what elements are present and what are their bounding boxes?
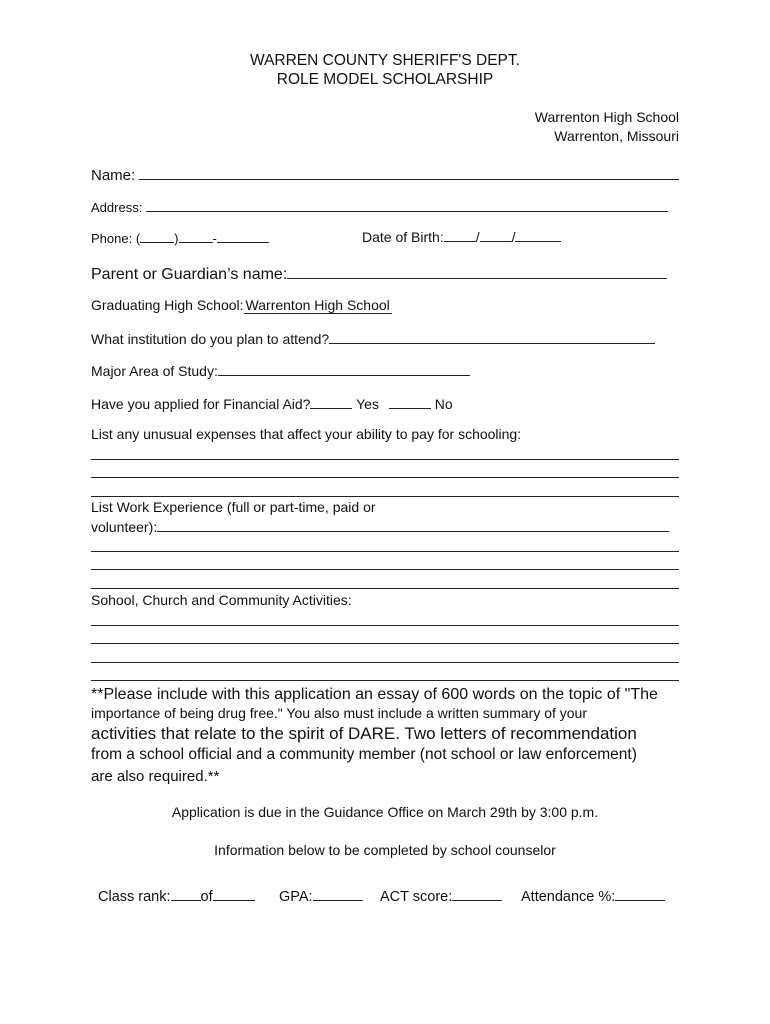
attendance-group: [521, 886, 665, 905]
work-label-line2: volunteer):: [91, 519, 158, 535]
phone-paren: ): [174, 231, 179, 246]
attendance-label: Attendance %:: [521, 889, 616, 905]
address-row: [91, 197, 668, 215]
essay-line-1: **Please include with this application an essay of 600 words on the topic of "The: [91, 686, 658, 703]
dob-sep-2: /: [511, 229, 516, 245]
address-label: Address:: [91, 200, 143, 215]
activities-label: Sohool, Church and Community Activities:: [91, 592, 352, 608]
gpa-label: GPA:: [279, 889, 313, 905]
activities-line[interactable]: [91, 680, 679, 681]
gpa-field[interactable]: [313, 886, 363, 901]
parent-label: Parent or Guardian’s name:: [91, 266, 288, 283]
gpa-group: [279, 886, 363, 905]
attendance-field[interactable]: [615, 886, 665, 901]
grad-school-label: Graduating High School:: [91, 297, 244, 313]
expenses-line[interactable]: [91, 459, 679, 460]
address-field[interactable]: [146, 197, 668, 212]
major-field[interactable]: [218, 361, 470, 376]
dob-sep-1: /: [475, 229, 480, 245]
due-date-note: Application is due in the Guidance Office on March 29th by 3:00 p.m.: [171, 804, 599, 820]
header-subtitle: ROLE MODEL SCHOLARSHIP: [276, 71, 494, 88]
dob-year-field[interactable]: [515, 227, 561, 242]
institution-field[interactable]: [329, 329, 655, 344]
act-label: ACT score:: [380, 889, 453, 905]
parent-field[interactable]: [287, 264, 667, 279]
expenses-line[interactable]: [91, 477, 679, 478]
work-field[interactable]: [157, 517, 669, 532]
grad-school-value[interactable]: Warrenton High School: [245, 297, 390, 313]
school-city: Warrenton, Missouri: [554, 128, 679, 144]
counselor-note: Information below to be completed by school counselor: [214, 842, 556, 858]
financial-aid-yes-label: Yes: [356, 396, 379, 412]
dob-day-field[interactable]: [480, 227, 512, 242]
dob-month-field[interactable]: [444, 227, 476, 242]
name-row: [91, 165, 679, 184]
work-line[interactable]: [91, 569, 679, 570]
phone-number-field[interactable]: [217, 228, 269, 243]
essay-line-2: importance of being drug free." You also must include a written summary of your: [91, 705, 588, 721]
grad-school-row: [91, 297, 392, 313]
essay-line-5: are also required.**: [91, 768, 220, 785]
parent-row: [91, 264, 667, 284]
expenses-label: List any unusual expenses that affect your ability to pay for schooling:: [91, 426, 522, 442]
phone-prefix-field[interactable]: [179, 228, 213, 243]
major-row: [91, 361, 470, 379]
phone-label: Phone: (: [91, 231, 141, 246]
institution-row: [91, 329, 655, 347]
phone-area-field[interactable]: [140, 228, 174, 243]
institution-label: What institution do you plan to attend?: [91, 331, 330, 347]
activities-line[interactable]: [91, 662, 679, 663]
expenses-line[interactable]: [91, 496, 679, 497]
class-rank-group: [98, 886, 255, 905]
name-label: Name:: [91, 167, 136, 184]
financial-aid-yes-field[interactable]: [310, 394, 352, 409]
name-field[interactable]: [139, 165, 679, 180]
dob-row: [362, 227, 561, 245]
financial-aid-no-label: No: [434, 396, 453, 412]
work-line[interactable]: [91, 588, 679, 589]
class-size-field[interactable]: [213, 886, 255, 901]
work-row: [91, 517, 669, 535]
act-field[interactable]: [452, 886, 502, 901]
work-label-line1: List Work Experience (full or part-time, paid or: [91, 499, 376, 515]
phone-dash: -: [212, 231, 217, 246]
work-line[interactable]: [91, 551, 679, 552]
financial-aid-no-field[interactable]: [389, 394, 431, 409]
essay-line-4: from a school official and a community member (not school or law enforcement): [91, 746, 637, 763]
act-group: [380, 886, 502, 905]
activities-line[interactable]: [91, 643, 679, 644]
class-rank-field[interactable]: [171, 886, 201, 901]
major-label: Major Area of Study:: [91, 363, 218, 379]
dob-label: Date of Birth:: [362, 229, 444, 245]
phone-row: [91, 228, 269, 246]
school-name: Warrenton High School: [534, 109, 679, 125]
class-rank-of: of: [200, 889, 213, 905]
essay-line-3: activities that relate to the spirit of DARE. Two letters of recommendation: [91, 724, 637, 743]
header-title: WARREN COUNTY SHERIFF'S DEPT.: [250, 52, 520, 69]
financial-aid-label: Have you applied for Financial Aid?: [91, 396, 311, 412]
class-rank-label: Class rank:: [98, 889, 171, 905]
activities-line[interactable]: [91, 625, 679, 626]
financial-aid-row: [91, 394, 453, 412]
